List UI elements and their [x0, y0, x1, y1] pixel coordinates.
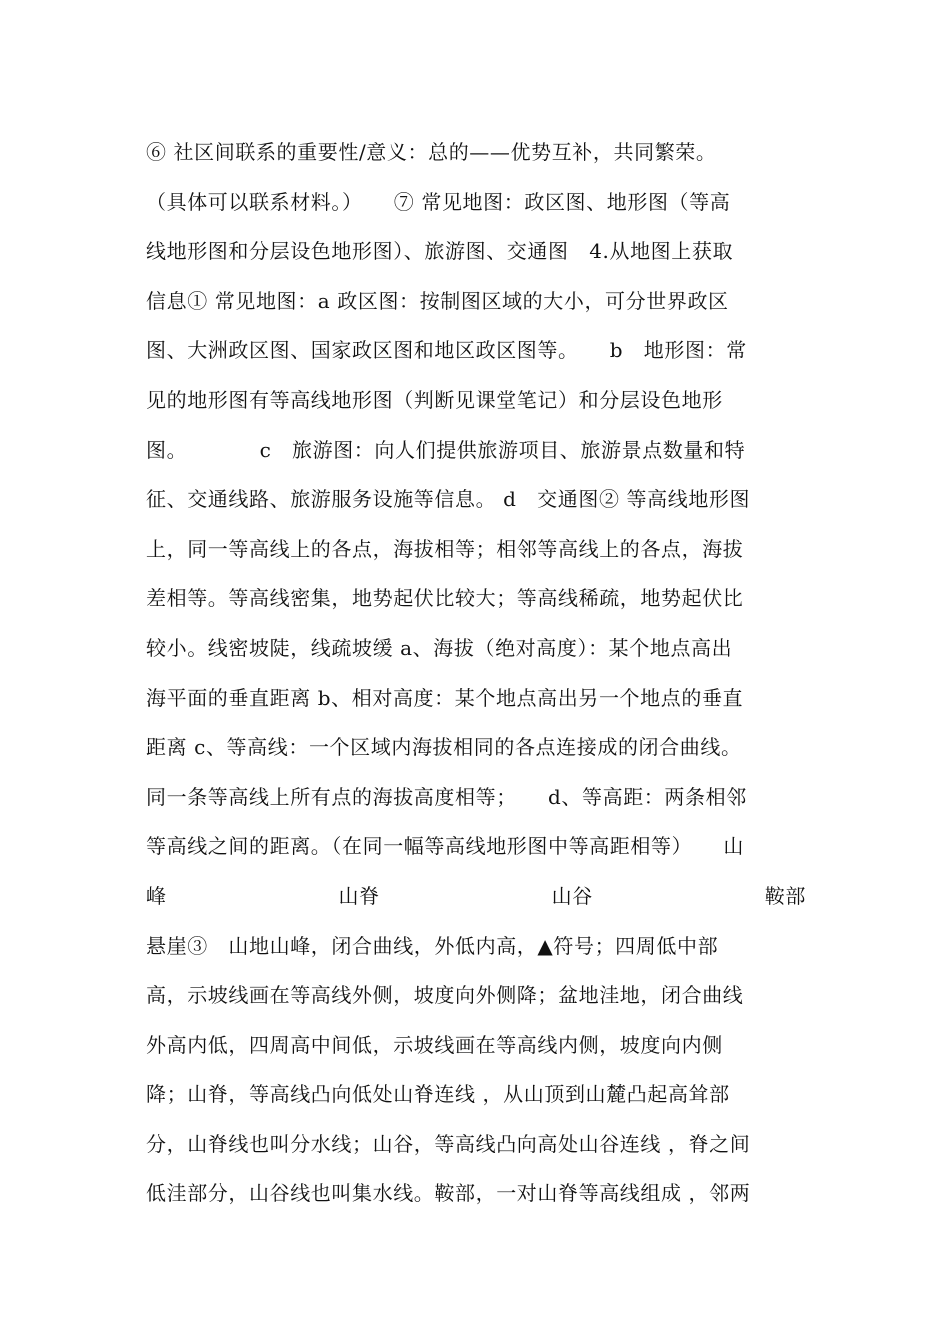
text-line: 高，示坡线画在等高线外侧，坡度向外侧降；盆地洼地，闭合曲线 — [146, 983, 744, 1008]
text-line: 上，同一等高线上的各点，海拔相等；相邻等高线上的各点，海拔 — [146, 536, 744, 561]
text-line: （具体可以联系材料。） ⑦ 常见地图：政区图、地形图（等高 — [146, 189, 731, 214]
text-line: 同一条等高线上所有点的海拔高度相等； d、等高距：两条相邻 — [146, 784, 747, 809]
text-body — [146, 128, 806, 1219]
text-line: 降；山脊，等高线凸向低处山脊连线 ，从山顶到山麓凸起高耸部 — [146, 1082, 730, 1107]
text-line: ⑥ 社区间联系的重要性/意义：总的——优势互补，共同繁荣。 — [146, 140, 717, 164]
text-line: 分，山脊线也叫分水线；山谷，等高线凸向高处山谷连线 ，脊之间 — [146, 1131, 751, 1156]
terrain-term: 鞍部 — [764, 883, 806, 908]
text-line: 线地形图和分层设色地形图）、旅游图、交通图 4.从地图上获取 — [146, 239, 734, 264]
terrain-term: 峰 — [146, 883, 167, 908]
terrain-term: 山谷 — [551, 883, 593, 908]
text-line: 悬崖③ 山地山峰，闭合曲线，外低内高，▲符号；四周低中部 — [146, 933, 719, 958]
text-line: 见的地形图有等高线地形图（判断见课堂笔记）和分层设色地形 — [146, 387, 723, 412]
text-line: 较小。线密坡陡，线疏坡缓 a、海拔（绝对高度）：某个地点高出 — [146, 635, 733, 660]
text-line: 低洼部分，山谷线也叫集水线。鞍部，一对山脊等高线组成 ，邻两 — [146, 1181, 751, 1206]
text-line: 信息① 常见地图：a 政区图：按制图区域的大小，可分世界政区 — [146, 288, 729, 313]
terrain-terms-line — [146, 872, 806, 922]
text-line: 图。 c 旅游图：向人们提供旅游项目、旅游景点数量和特 — [146, 437, 746, 462]
text-line: 外高内低，四周高中间低，示坡线画在等高线内侧，坡度向内侧 — [146, 1032, 723, 1057]
text-line: 海平面的垂直距离 b、相对高度：某个地点高出另一个地点的垂直 — [146, 685, 744, 710]
text-line: 距离 c、等高线：一个区域内海拔相同的各点连接成的闭合曲线。 — [146, 735, 742, 760]
terrain-term: 山脊 — [338, 883, 380, 908]
text-line: 差相等。等高线密集，地势起伏比较大；等高线稀疏，地势起伏比 — [146, 586, 744, 611]
text-line: 等高线之间的距离。（在同一幅等高线地形图中等高距相等） 山 — [146, 834, 744, 859]
text-line: 图、大洲政区图、国家政区图和地区政区图等。 b 地形图：常 — [146, 338, 747, 363]
text-line: 征、交通线路、旅游服务设施等信息。 d 交通图② 等高线地形图 — [146, 487, 751, 512]
